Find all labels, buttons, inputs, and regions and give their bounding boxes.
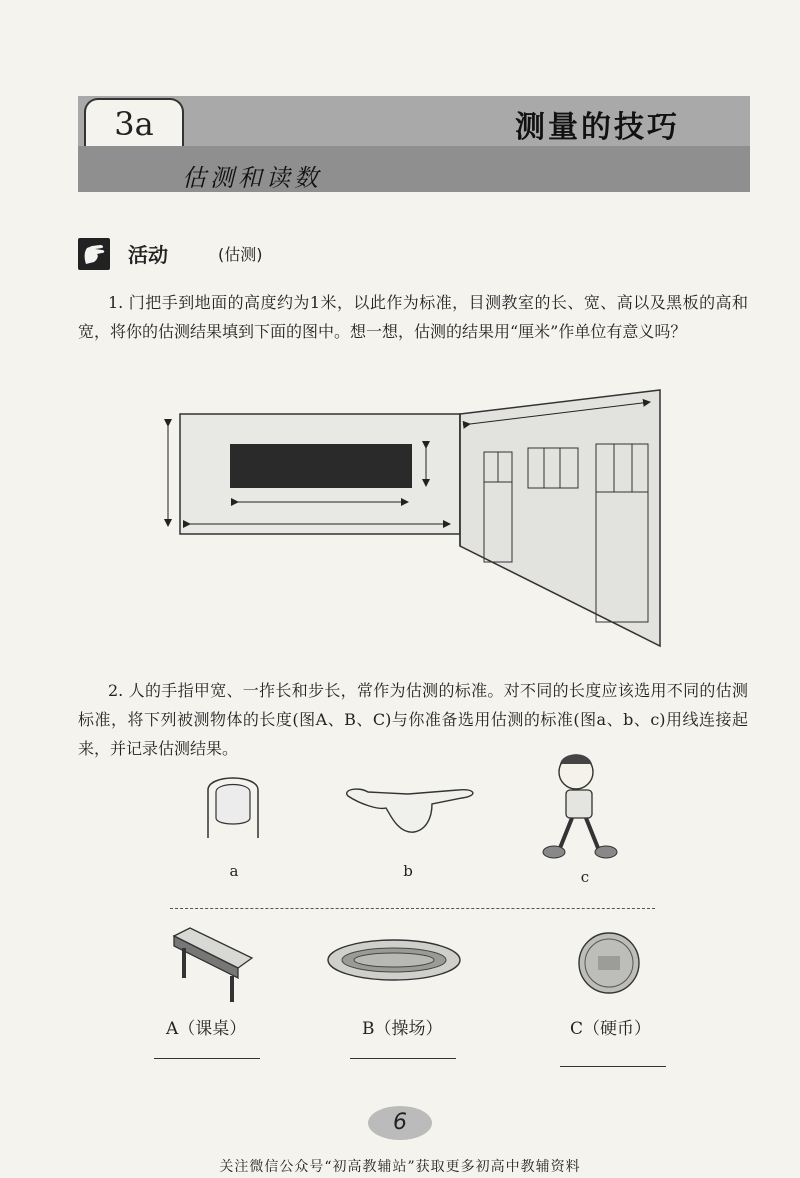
object-b-label: B（操场） xyxy=(362,1019,443,1039)
running-track-icon xyxy=(324,936,464,984)
section-number: 3a xyxy=(84,98,184,146)
answer-line-b[interactable] xyxy=(350,1058,456,1059)
desk-icon xyxy=(160,924,256,1008)
fingernail-icon xyxy=(200,770,266,840)
hand-span-icon xyxy=(338,774,484,836)
page-title: 测量的技巧 xyxy=(515,110,680,145)
separator-line xyxy=(170,908,655,909)
activity-sublabel: (估测) xyxy=(218,245,263,264)
hand-icon xyxy=(78,238,110,270)
answer-line-c[interactable] xyxy=(560,1066,666,1067)
coin-icon xyxy=(576,930,642,996)
answer-line-a[interactable] xyxy=(154,1058,260,1059)
activity-label: 活动 xyxy=(128,243,168,267)
footer-note: 关注微信公众号“初高教辅站”获取更多初高中教辅资料 xyxy=(219,1159,581,1175)
object-a-label: A（课桌） xyxy=(166,1019,247,1039)
object-c-label: C（硬币） xyxy=(570,1019,652,1039)
standard-b-label: b xyxy=(403,862,413,880)
page-subtitle: 估测和读数 xyxy=(182,164,322,192)
walking-boy-icon xyxy=(532,748,628,868)
classroom-diagram xyxy=(150,386,670,650)
question-2: 2. 人的手指甲宽、一拃长和步长，常作为估测的标准。对不同的长度应该选用不同的估测标准，将下列被测物体的长度(图A、B、C)与你准备选用估测的标准(图a、b、c)用线连接起来，并记录估测结果。 xyxy=(78,681,748,758)
page-number: 6 xyxy=(368,1106,432,1140)
question-1: 1. 门把手到地面的高度约为1米，以此作为标准，目测教室的长、宽、高以及黑板的高和宽，将你的估测结果填到下面的图中。想一想，估测的结果用“厘米”作单位有意义吗？ xyxy=(78,293,748,341)
subheader-band xyxy=(78,146,750,192)
standard-c-label: c xyxy=(580,868,590,886)
standard-a-label: a xyxy=(229,862,239,880)
